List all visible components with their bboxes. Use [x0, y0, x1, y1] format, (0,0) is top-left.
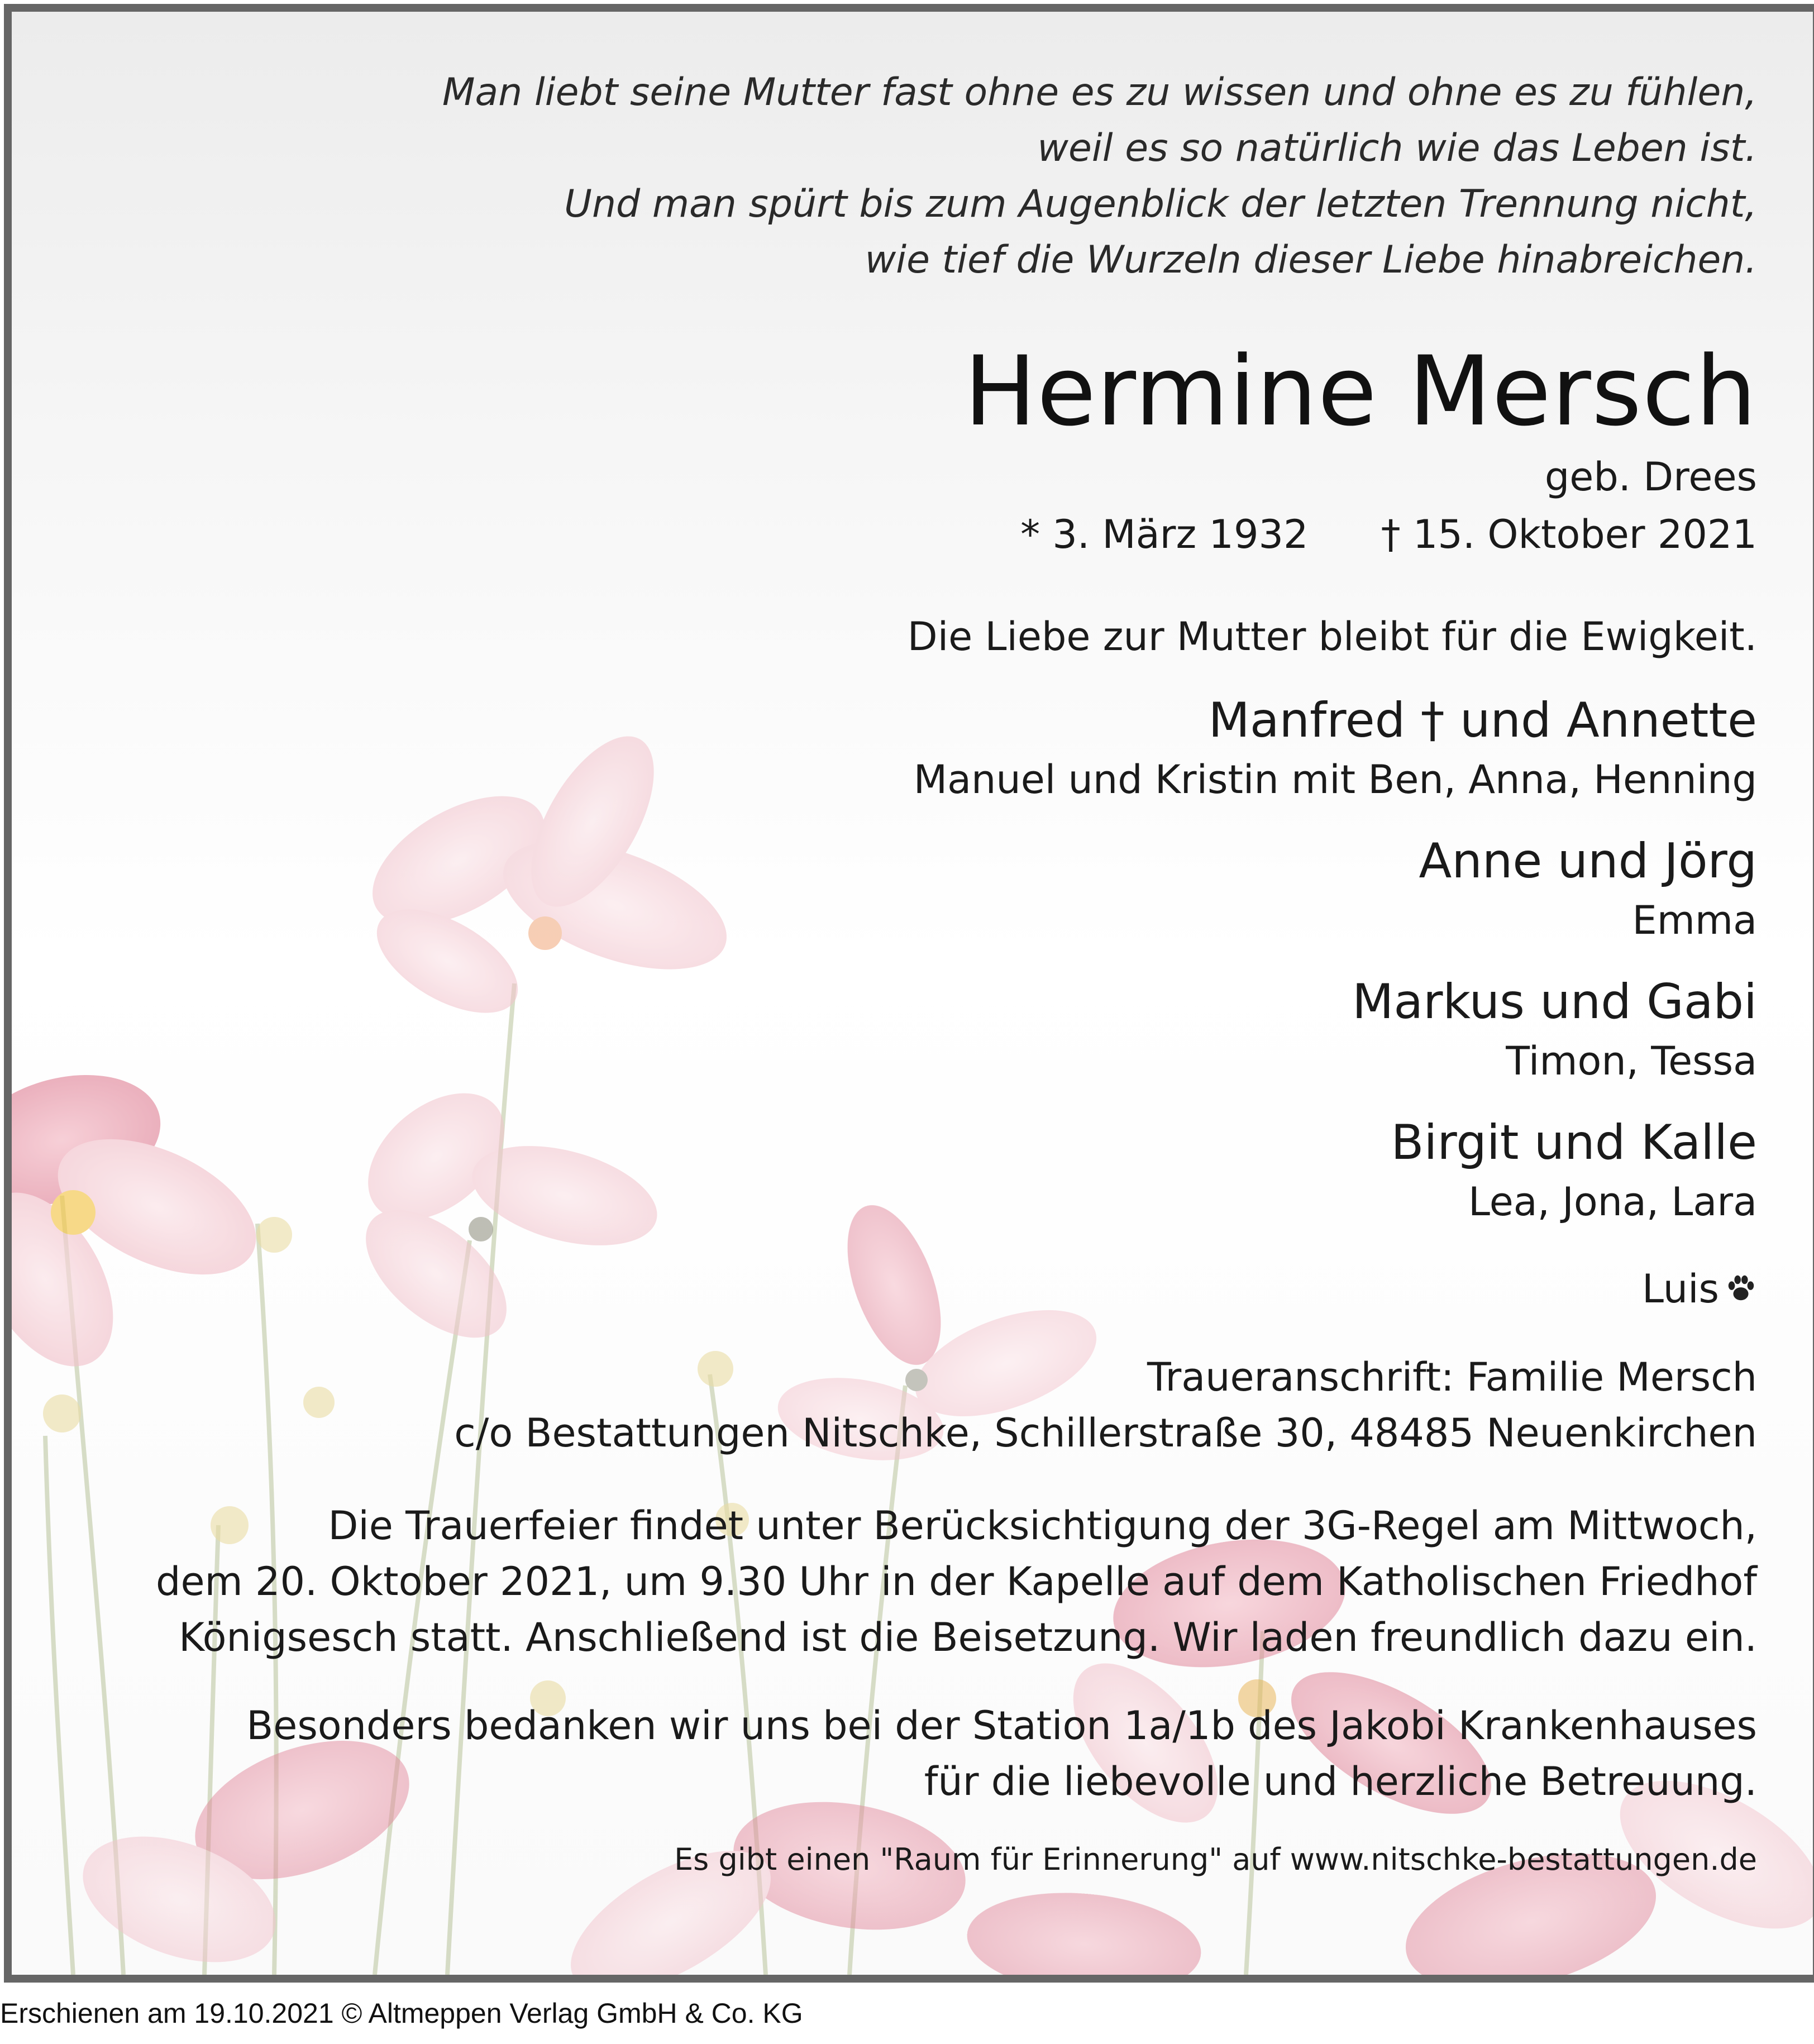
family-main: Manfred † und Annette — [1208, 693, 1757, 748]
family-sub: Emma — [1632, 897, 1757, 943]
family-main: Birgit und Kalle — [1391, 1115, 1757, 1171]
quote-line: weil es so natürlich wie das Leben ist. — [1037, 126, 1757, 170]
motto: Die Liebe zur Mutter bleibt für die Ewigkeit. — [907, 614, 1757, 660]
funeral-line: Die Trauerfeier findet unter Berücksichtigung der 3G-Regel am Mittwoch, — [328, 1503, 1757, 1549]
deceased-name: Hermine Mersch — [964, 335, 1757, 447]
family-group — [82, 828, 1757, 946]
funeral-line: dem 20. Oktober 2021, um 9.30 Uhr in der Kapelle auf dem Katholischen Friedhof — [156, 1559, 1757, 1604]
family-main: Markus und Gabi — [1352, 974, 1757, 1030]
funeral-line: Königsesch statt. Anschließend ist die Beisetzung. Wir laden freundlich dazu ein. — [179, 1615, 1757, 1660]
family-group — [82, 968, 1757, 1087]
publication-credit: Erschienen am 19.10.2021 © Altmeppen Verlag GmbH & Co. KG — [0, 1998, 803, 2029]
family-group — [82, 687, 1757, 805]
obituary-content — [82, 65, 1757, 1883]
pet-name: Luis — [1641, 1266, 1719, 1312]
quote-line: Und man spürt bis zum Augenblick der letzten Trennung nicht, — [564, 182, 1757, 226]
family-main: Anne und Jörg — [1419, 833, 1757, 889]
thanks-note — [82, 1698, 1757, 1809]
obituary-frame — [4, 4, 1814, 1983]
memorial-website-note: Es gibt einen "Raum für Erinnerung" auf www.nitschke-bestattungen.de — [674, 1842, 1757, 1877]
family-group — [82, 1109, 1757, 1228]
family-sub: Manuel und Kristin mit Ben, Anna, Henning — [913, 757, 1757, 803]
birth-date: * 3. März 1932 — [1020, 512, 1309, 557]
quote-line: wie tief die Wurzeln dieser Liebe hinabreichen. — [865, 238, 1757, 282]
life-dates — [82, 504, 1757, 565]
mourning-address — [82, 1349, 1757, 1461]
death-date: † 15. Oktober 2021 — [1381, 512, 1757, 557]
address-line: Traueranschrift: Familie Mersch — [1147, 1354, 1757, 1400]
funeral-info — [82, 1498, 1757, 1665]
quote-line: Man liebt seine Mutter fast ohne es zu wissen und ohne es zu fühlen, — [442, 70, 1757, 114]
family-sub: Lea, Jona, Lara — [1468, 1179, 1757, 1225]
thanks-line: Besonders bedanken wir uns bei der Station 1a/1b des Jakobi Krankenhauses — [246, 1703, 1757, 1749]
family-sub: Timon, Tessa — [1506, 1038, 1757, 1084]
address-line: c/o Bestattungen Nitschke, Schillerstraße 30, 48485 Neuenkirchen — [454, 1410, 1757, 1456]
thanks-line: für die liebevolle und herzliche Betreuung. — [924, 1759, 1757, 1804]
birth-name: geb. Drees — [1544, 454, 1757, 500]
memorial-quote — [82, 65, 1757, 288]
paw-icon — [1725, 1272, 1757, 1305]
pet-entry — [82, 1261, 1757, 1317]
